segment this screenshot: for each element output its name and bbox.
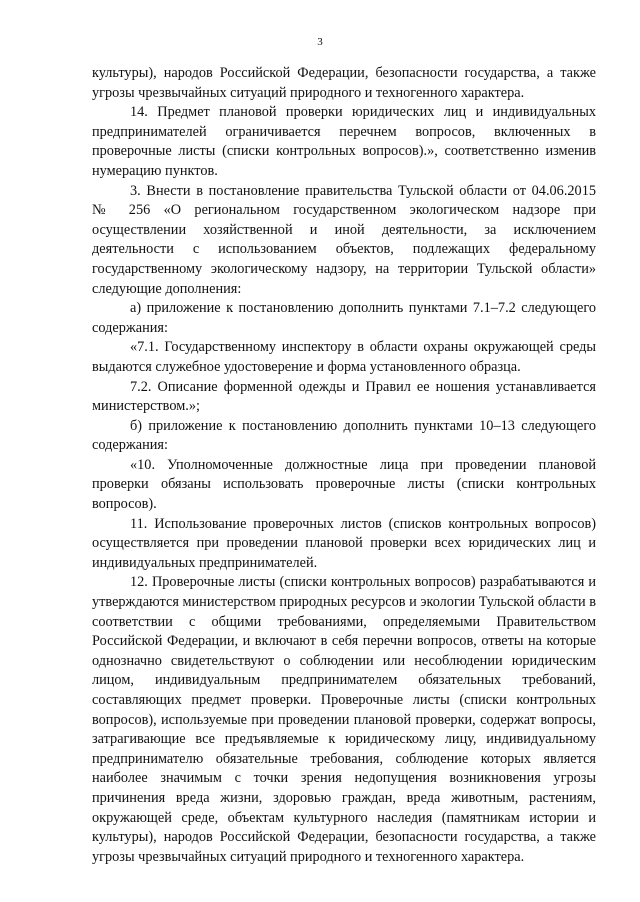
paragraph-item-7-1: «7.1. Государственному инспектору в области охраны окружающей среды выдаются служебное удостоверение и форма установленного образца. [92,339,596,375]
paragraph-item-10: «10. Уполномоченные должностные лица при проведении плановой проверки обязаны использовать проверочные листы (списки контрольных вопросов). [92,456,596,513]
document-body [92,64,596,867]
page-number: 3 [317,36,323,48]
paragraph-item-7-2: 7.2. Описание форменной одежды и Правил ее ношения устанавливается министерством.»; [92,378,596,415]
paragraph-item-3: 3. Внести в постановление правительства Тульской области от 04.06.2015 № 256 «О региональном государственном экологическом надзоре при осуществлении хозяйственной и иной деятельности, за исключением деятельности с использованием объектов, подлежащих федеральному государственному экологическому надзору, на территории Тульской области» следующие дополнения: [92,182,596,297]
paragraph-item-11: 11. Использование проверочных листов (списков контрольных вопросов) осуществляется при проведении плановой проверки всех юридических лиц и индивидуальных предпринимателей. [92,515,596,571]
paragraph-continuation: культуры), народов Российской Федерации, безопасности государства, а также угрозы чрезвычайных ситуаций природного и техногенного характера. [92,65,596,101]
paragraph-item-12: 12. Проверочные листы (списки контрольных вопросов) разрабатываются и утверждаются министерством природных ресурсов и экологии Тульской области в соответствии с общими требованиями, определяемыми Правительством Российской Федерации, и включают в себя перечни вопросов, ответы на которые однозначно свидетельствуют о соблюдении или несоблюдении юридическим лицом, индивидуальным предпринимателем обязательных требований, составляющих предмет проверки. Проверочные листы (списки контрольных вопросов), используемые при проведении плановой проверки, содержат вопросы, затрагивающие все предъявляемые к юридическому лицу, индивидуальному предпринимателю обязательные требования, соблюдение которых является наиболее значимым с точки зрения недопущения возникновения угрозы причинения вреда жизни, здоровью граждан, вреда животным, растениям, окружающей среде, объектам культурного наследия (памятникам истории и культуры), народов Российской Федерации, безопасности государства, а также угрозы чрезвычайных ситуаций природного и техногенного характера. [92,574,596,865]
paragraph-subitem-a: а) приложение к постановлению дополнить пунктами 7.1–7.2 следующего содержания: [92,300,596,336]
paragraph-subitem-b: б) приложение к постановлению дополнить пунктами 10–13 следующего содержания: [92,417,596,454]
paragraph-item-14: 14. Предмет плановой проверки юридических лиц и индивидуальных предпринимателей ограничивается перечнем вопросов, включенных в проверочные листы (списки контрольных вопросов).», соответственно изменив нумерацию пунктов. [92,104,596,179]
